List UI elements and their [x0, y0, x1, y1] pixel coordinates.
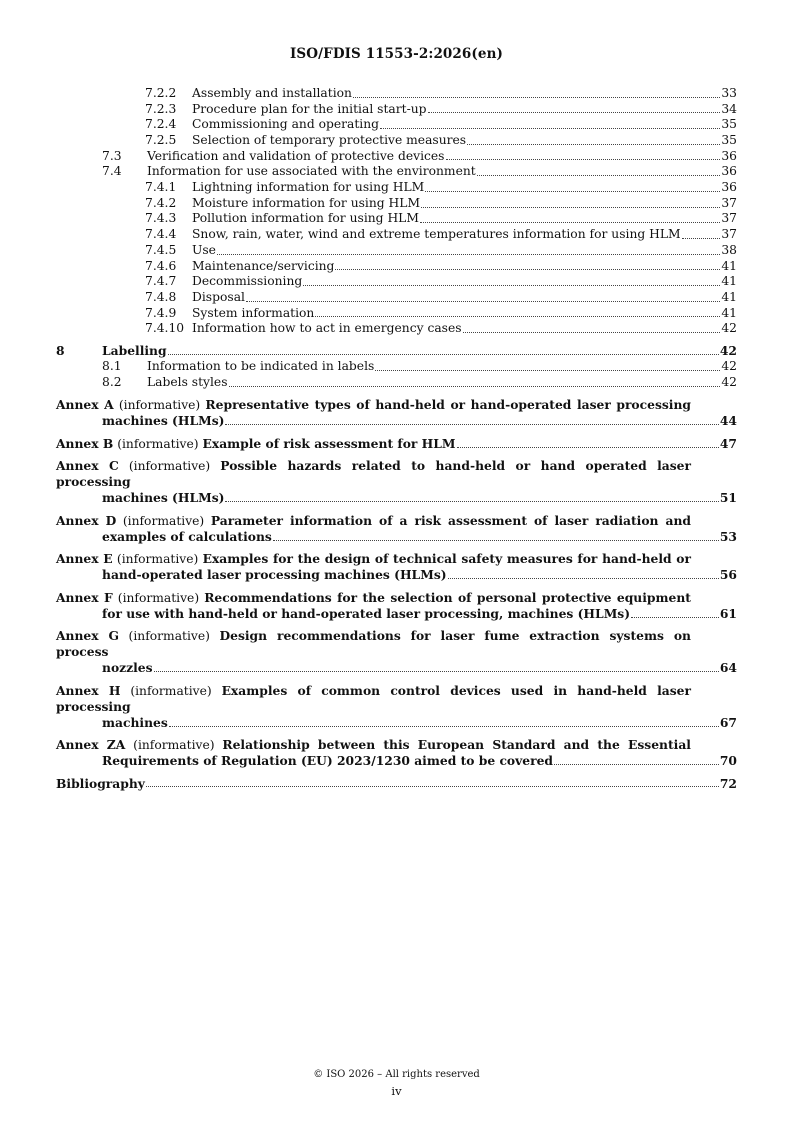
toc-entry-title: Procedure plan for the initial start-up	[192, 101, 427, 116]
annex-title-line-1	[56, 436, 737, 452]
toc-entry-page: 51	[719, 490, 737, 506]
toc-entry-page: 61	[719, 605, 737, 621]
toc-subclause-list	[56, 86, 737, 337]
annex-title: Design recommendations for laser fume extraction systems on process	[56, 628, 691, 660]
annex-label: Annex E	[56, 551, 113, 567]
document-header: ISO/FDIS 11553-2:2026(en)	[289, 46, 503, 62]
toc-entry-page: 70	[719, 753, 737, 769]
dot-leader	[225, 501, 718, 502]
toc-entry-page: 41	[721, 258, 737, 273]
toc-entry-number: 7.4.7	[145, 274, 177, 289]
toc-entry-number: 8	[56, 343, 65, 359]
toc-entry-page: 64	[719, 660, 737, 676]
dot-leader	[246, 301, 720, 302]
toc-entry-number: 7.2.2	[145, 85, 177, 100]
toc-entry-title: Moisture information for using HLM	[192, 195, 421, 210]
toc-entry-page: 44	[719, 413, 737, 429]
annex-title: Relationship between this European Standard and the Essential	[222, 737, 691, 753]
toc-entry-page: 42	[721, 321, 737, 336]
annex-title-line-1	[56, 737, 737, 753]
toc-entry[interactable]	[56, 117, 737, 133]
dot-leader	[463, 332, 721, 333]
toc-entry-page: 41	[721, 305, 737, 320]
annex-title: Parameter information of a risk assessment of laser radiation and	[210, 512, 691, 528]
dot-leader	[477, 175, 721, 176]
annex-title-line-1	[56, 551, 737, 567]
dot-leader	[428, 112, 721, 113]
toc-entry-title: Snow, rain, water, wind and extreme temperatures information for using HLM	[192, 227, 681, 242]
toc-entry-title: Maintenance/servicing	[192, 258, 335, 273]
annex-type: (informative)	[128, 629, 210, 644]
toc-entry[interactable]	[56, 149, 737, 165]
annex-title-cont: machines (HLMs)	[102, 490, 225, 506]
toc-entry-page: 72	[719, 775, 737, 791]
toc-entry[interactable]	[56, 290, 737, 306]
toc-entry-number: 7.4.8	[145, 289, 177, 304]
toc-entry-page: 41	[721, 274, 737, 289]
toc-entry-page: 38	[721, 242, 737, 257]
toc-entry-number: 7.2.3	[145, 101, 177, 116]
toc-entry-title: Labelling	[102, 343, 167, 359]
dot-leader	[682, 238, 721, 239]
annex-title-cont: examples of calculations	[102, 528, 272, 544]
annex-title-cont: machines (HLMs)	[102, 413, 225, 429]
annex-type: (informative)	[118, 398, 201, 413]
annex-title: Examples for the design of technical safety measures for hand-held or	[202, 551, 691, 567]
toc-entry[interactable]	[56, 274, 737, 290]
toc-annex-entry[interactable]	[56, 737, 737, 769]
toc-annex-entry[interactable]	[56, 551, 737, 583]
annex-title: Possible hazards related to hand-held or hand operated laser processing	[56, 458, 691, 490]
dot-leader	[154, 671, 719, 672]
dot-leader	[446, 159, 721, 160]
page-number: iv	[391, 1084, 402, 1098]
dot-leader	[421, 207, 720, 208]
toc-entry-page: 33	[721, 85, 737, 100]
dot-leader	[420, 222, 720, 223]
toc-entry-number: 8.2	[102, 374, 122, 389]
dot-leader	[467, 144, 720, 145]
annex-title-line-1	[56, 513, 737, 529]
toc-entry-number: 7.4.3	[145, 211, 177, 226]
toc-entry-page: 37	[721, 227, 737, 242]
toc-entry-title: Lightning information for using HLM	[192, 180, 425, 195]
annex-label: Annex D	[56, 512, 117, 528]
toc-entry-title: Information for use associated with the environment	[147, 164, 476, 179]
annex-type: (informative)	[130, 683, 212, 698]
annex-title-line-2	[56, 606, 737, 622]
dot-leader	[425, 191, 720, 192]
annex-title-line-1	[56, 458, 737, 490]
toc-entry-bibliography[interactable]	[56, 776, 737, 792]
annex-type: (informative)	[133, 738, 215, 753]
toc-entry-title: Information how to act in emergency cases	[192, 321, 462, 336]
page-footer	[0, 1067, 793, 1099]
toc-entry-title: Information to be indicated in labels	[147, 359, 375, 374]
toc-entry-clause-8[interactable]	[56, 344, 737, 360]
annex-label: Annex A	[56, 397, 114, 413]
toc-entry-title: Labels styles	[147, 374, 228, 389]
dot-leader	[457, 447, 719, 448]
copyright-notice: © ISO 2026 – All rights reserved	[313, 1069, 480, 1080]
toc-entry[interactable]	[56, 227, 737, 243]
annex-title: Representative types of hand-held or hand-operated laser processing	[205, 397, 691, 413]
dot-leader	[217, 254, 720, 255]
annex-title-line-2	[56, 567, 737, 583]
toc-entry-page: 47	[719, 435, 737, 451]
toc-entry-page: 36	[721, 180, 737, 195]
toc-entry-number: 7.4.2	[145, 195, 177, 210]
annex-label: Annex F	[56, 589, 113, 605]
toc-entry[interactable]	[56, 359, 737, 375]
annex-title-cont: machines	[102, 714, 168, 730]
dot-leader	[229, 386, 721, 387]
dot-leader	[375, 370, 720, 371]
toc-entry-number: 7.4.6	[145, 258, 177, 273]
annex-title: Example of risk assessment for HLM	[202, 435, 456, 451]
toc-entry-title: Commissioning and operating	[192, 117, 380, 132]
annex-title: Recommendations for the selection of personal protective equipment	[204, 589, 691, 605]
annex-title-line-1	[56, 683, 737, 715]
annex-label: Annex C	[56, 458, 119, 474]
toc-entry[interactable]	[56, 321, 737, 337]
table-of-contents	[56, 86, 737, 791]
toc-annex-entry[interactable]	[56, 397, 737, 429]
toc-entry[interactable]	[56, 164, 737, 180]
dot-leader	[168, 354, 719, 355]
toc-entry-page: 35	[721, 133, 737, 148]
toc-entry-number: 7.4.4	[145, 227, 177, 242]
toc-entry-page: 36	[721, 164, 737, 179]
toc-entry[interactable]	[56, 306, 737, 322]
annex-label: Annex G	[56, 628, 119, 644]
toc-entry-page: 42	[721, 359, 737, 374]
dot-leader	[315, 316, 720, 317]
annex-label: Annex B	[56, 435, 114, 451]
toc-entry-number: 7.4.9	[145, 305, 177, 320]
toc-entry[interactable]	[56, 243, 737, 259]
toc-entry-number: 7.4.5	[145, 242, 177, 257]
dot-leader	[631, 617, 719, 618]
dot-leader	[335, 269, 720, 270]
annex-title-line-2	[56, 529, 737, 545]
annex-title-cont: hand-operated laser processing machines (HLMs)	[102, 567, 447, 583]
annex-title: Examples of common control devices used in hand-held laser processing	[56, 682, 691, 714]
toc-entry[interactable]	[56, 86, 737, 102]
annex-title-cont: nozzles	[102, 660, 153, 676]
toc-entry-number: 8.1	[102, 359, 122, 374]
toc-annex-entry[interactable]	[56, 436, 737, 452]
toc-annex-entry[interactable]	[56, 513, 737, 545]
annex-title-line-2	[56, 490, 737, 506]
annex-type: (informative)	[122, 513, 205, 528]
toc-annex-entry[interactable]	[56, 590, 737, 622]
toc-entry-title: Pollution information for using HLM	[192, 211, 419, 226]
toc-entry-page: 67	[719, 714, 737, 730]
toc-entry-page: 35	[721, 117, 737, 132]
toc-entry[interactable]	[56, 102, 737, 118]
dot-leader	[353, 97, 720, 98]
annex-title-line-1	[56, 397, 737, 413]
toc-annex-entry[interactable]	[56, 683, 737, 731]
toc-entry-number: 7.2.4	[145, 117, 177, 132]
dot-leader	[554, 764, 719, 765]
toc-entry-page: 56	[719, 567, 737, 583]
toc-entry[interactable]	[56, 180, 737, 196]
annex-label: Annex ZA	[56, 737, 126, 753]
toc-entry-page: 37	[721, 195, 737, 210]
toc-entry-page: 36	[721, 148, 737, 163]
toc-entry-title: Use	[192, 242, 216, 257]
toc-entry-number: 7.3	[102, 148, 122, 163]
toc-entry[interactable]	[56, 133, 737, 149]
toc-entry-page: 37	[721, 211, 737, 226]
annex-label: Annex H	[56, 682, 121, 698]
toc-entry-page: 53	[719, 528, 737, 544]
toc-annex-entry[interactable]	[56, 458, 737, 506]
toc-entry[interactable]	[56, 212, 737, 228]
annex-type: (informative)	[116, 552, 199, 567]
toc-entry-title: Assembly and installation	[192, 85, 352, 100]
toc-entry-title: Selection of temporary protective measures	[192, 133, 467, 148]
toc-entry-page: 42	[721, 374, 737, 389]
toc-entry[interactable]	[56, 259, 737, 275]
annex-title-line-1	[56, 590, 737, 606]
dot-leader	[225, 424, 718, 425]
dot-leader	[169, 726, 719, 727]
toc-entry-page: 42	[719, 343, 737, 359]
toc-entry-number: 7.2.5	[145, 133, 177, 148]
dot-leader	[303, 285, 720, 286]
toc-annex-list	[56, 397, 737, 769]
annex-type: (informative)	[128, 459, 211, 474]
annex-title-line-2	[56, 715, 737, 731]
annex-type: (informative)	[117, 436, 199, 451]
annex-heading	[56, 436, 456, 452]
toc-entry-title: Disposal	[192, 289, 245, 304]
dot-leader	[273, 540, 719, 541]
toc-entry-title: Decommissioning	[192, 274, 303, 289]
toc-entry[interactable]	[56, 375, 737, 391]
toc-entry-title: Verification and validation of protective devices	[147, 148, 445, 163]
annex-title-line-2	[56, 660, 737, 676]
annex-title-line-2	[56, 753, 737, 769]
toc-entry[interactable]	[56, 196, 737, 212]
dot-leader	[146, 786, 719, 787]
toc-entry-title: Bibliography	[56, 775, 145, 791]
toc-entry-title: System information	[192, 305, 315, 320]
toc-entry-number: 7.4	[102, 164, 122, 179]
annex-title-cont: for use with hand-held or hand-operated laser processing, machines (HLMs)	[102, 605, 631, 621]
annex-title-cont: Requirements of Regulation (EU) 2023/1230 aimed to be covered	[102, 753, 553, 769]
annex-title-line-2	[56, 413, 737, 429]
toc-entry-page: 41	[721, 289, 737, 304]
dot-leader	[380, 128, 720, 129]
toc-annex-entry[interactable]	[56, 628, 737, 676]
toc-clause8-list	[56, 359, 737, 390]
dot-leader	[448, 578, 719, 579]
toc-entry-number: 7.4.1	[145, 180, 177, 195]
toc-entry-page: 34	[721, 101, 737, 116]
toc-entry-number: 7.4.10	[145, 321, 185, 336]
annex-title-line-1	[56, 628, 737, 660]
annex-type: (informative)	[117, 590, 200, 605]
